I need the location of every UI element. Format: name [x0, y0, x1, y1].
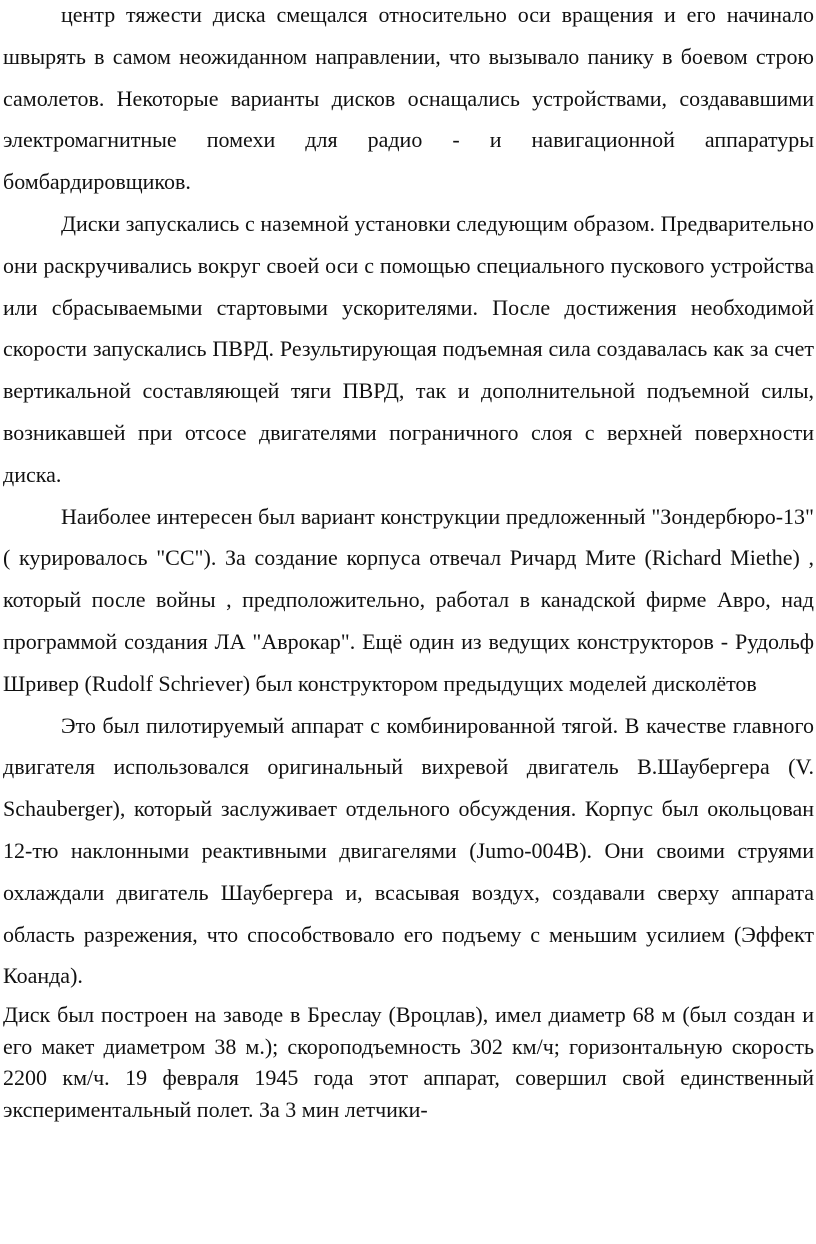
paragraph-4: Это был пилотируемый аппарат с комбинированной тягой. В качестве главного двигателя использовался оригинальный вихревой двигатель В.Шаубергера (V. Schauberger), который заслуживает отдельного обсуждения. Корпус был окольцован 12-тю наклонными реактивными двигагелями (Jumo-004В). Они своими струями охлаждали двигатель Шаубергера и, всасывая воздух, создавали сверху аппарата область разрежения, что способствовало его подъему с меньшим усилием (Эффект Коанда).	[3, 712, 814, 989]
paragraph-5: Диск был построен на заводе в Бреслау (Вроцлав), имел диаметр 68 м (был создан и его макет диаметром 38 м.); скороподъемность 302 км/ч; горизонтальную скорость 2200 км/ч. 19 февраля 1945 года этот аппарат, совершил свой единственный экспериментальный полет. За 3 мин летчики-	[3, 1002, 814, 1122]
paragraph-2: Диски запускались с наземной установки следующим образом. Предварительно они раскручивались вокруг своей оси с помощью специального пускового устройства или сбрасываемыми стартовыми ускорителями. После достижения необходимой скорости запускались ПВРД. Результирующая подъемная сила создавалась как за счет вертикальной составляющей тяги ПВРД, так и дополнительной подъемной силы, возникавшей при отсосе двигателями пограничного слоя с верхней поверхности диска.	[3, 210, 814, 487]
paragraph-3: Наиболее интересен был вариант конструкции предложенный "Зондербюро-13" ( курировалось "СС"). За создание корпуса отвечал Ричард Мите (Richard Miethe) , который после войны , предположительно, работал в канадской фирме Авро, над программой создания ЛА "Аврокар". Ещё один из ведущих конструкторов - Рудольф Шривер (Rudolf Schriever) был конструктором предыдущих моделей дисколётов	[3, 503, 814, 696]
paragraph-1: центр тяжести диска смещался относительно оси вращения и его начинало швырять в самом неожиданном направлении, что вызывало панику в боевом строю самолетов. Некоторые варианты дисков оснащались устройствами, создававшими электромагнитные помехи для радио - и навигационной аппаратуры бомбардировщиков.	[3, 2, 814, 195]
